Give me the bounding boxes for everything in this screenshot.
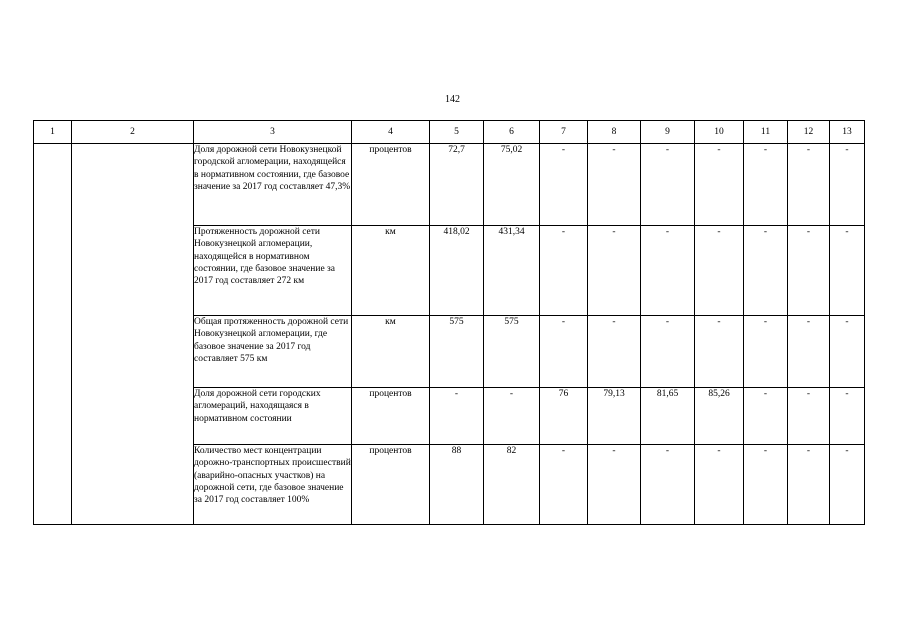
value-cell: 85,26 [695,388,744,445]
column-header: 3 [194,121,352,144]
value-cell: - [695,316,744,388]
value-cell: - [695,226,744,316]
row-description: Количество мест концентрации дорожно-транспортных происшествий (аварийно-опасных участков) на дорожной сети, где базовое значение за 2017 год составляет 100% [194,445,352,525]
column-header: 1 [34,121,72,144]
value-cell: - [641,226,695,316]
column-header: 11 [744,121,788,144]
col1-cell [34,144,72,525]
value-cell: 76 [540,388,588,445]
row-unit: процентов [352,445,430,525]
value-cell: - [430,388,484,445]
value-cell: - [540,226,588,316]
row-description: Доля дорожной сети Новокузнецкой городской агломерации, находящейся в нормативном состоянии, где базовое значение за 2017 год составляет 47,3% [194,144,352,226]
row-description: Доля дорожной сети городских агломераций, находящаяся в нормативном состоянии [194,388,352,445]
value-cell: - [788,144,830,226]
column-header: 8 [588,121,641,144]
value-cell: - [744,226,788,316]
value-cell: - [830,144,865,226]
value-cell: - [540,316,588,388]
row-unit: процентов [352,388,430,445]
value-cell: - [744,144,788,226]
value-cell: - [830,445,865,525]
table-row [34,144,865,226]
value-cell: - [588,445,641,525]
value-cell: - [830,226,865,316]
value-cell: - [588,226,641,316]
value-cell: 575 [484,316,540,388]
value-cell: - [641,445,695,525]
value-cell: 75,02 [484,144,540,226]
value-cell: - [744,316,788,388]
indicators-table [33,120,865,525]
value-cell: - [695,445,744,525]
value-cell: 575 [430,316,484,388]
row-unit: процентов [352,144,430,226]
value-cell: - [588,316,641,388]
column-header: 4 [352,121,430,144]
value-cell: - [788,445,830,525]
value-cell: - [830,388,865,445]
value-cell: 88 [430,445,484,525]
column-header: 13 [830,121,865,144]
value-cell: - [695,144,744,226]
value-cell: 79,13 [588,388,641,445]
value-cell: - [484,388,540,445]
value-cell: - [641,316,695,388]
value-cell: 81,65 [641,388,695,445]
value-cell: 418,02 [430,226,484,316]
value-cell: - [788,226,830,316]
row-unit: км [352,226,430,316]
value-cell: - [830,316,865,388]
row-unit: км [352,316,430,388]
col2-cell [72,144,194,525]
value-cell: - [788,316,830,388]
value-cell: - [540,445,588,525]
column-header: 2 [72,121,194,144]
column-header: 9 [641,121,695,144]
value-cell: 82 [484,445,540,525]
column-header: 6 [484,121,540,144]
value-cell: 431,34 [484,226,540,316]
column-header: 7 [540,121,588,144]
value-cell: - [540,144,588,226]
column-header: 10 [695,121,744,144]
page-number: 142 [445,94,460,105]
value-cell: - [744,388,788,445]
header-row [34,121,865,144]
value-cell: - [588,144,641,226]
value-cell: - [788,388,830,445]
value-cell: - [641,144,695,226]
column-header: 12 [788,121,830,144]
row-description: Протяженность дорожной сети Новокузнецкой агломерации, находящейся в нормативном состоянии, где базовое значение за 2017 год составляет 272 км [194,226,352,316]
value-cell: - [744,445,788,525]
row-description: Общая протяженность дорожной сети Новокузнецкой агломерации, где базовое значение за 2017 год составляет 575 км [194,316,352,388]
value-cell: 72,7 [430,144,484,226]
column-header: 5 [430,121,484,144]
